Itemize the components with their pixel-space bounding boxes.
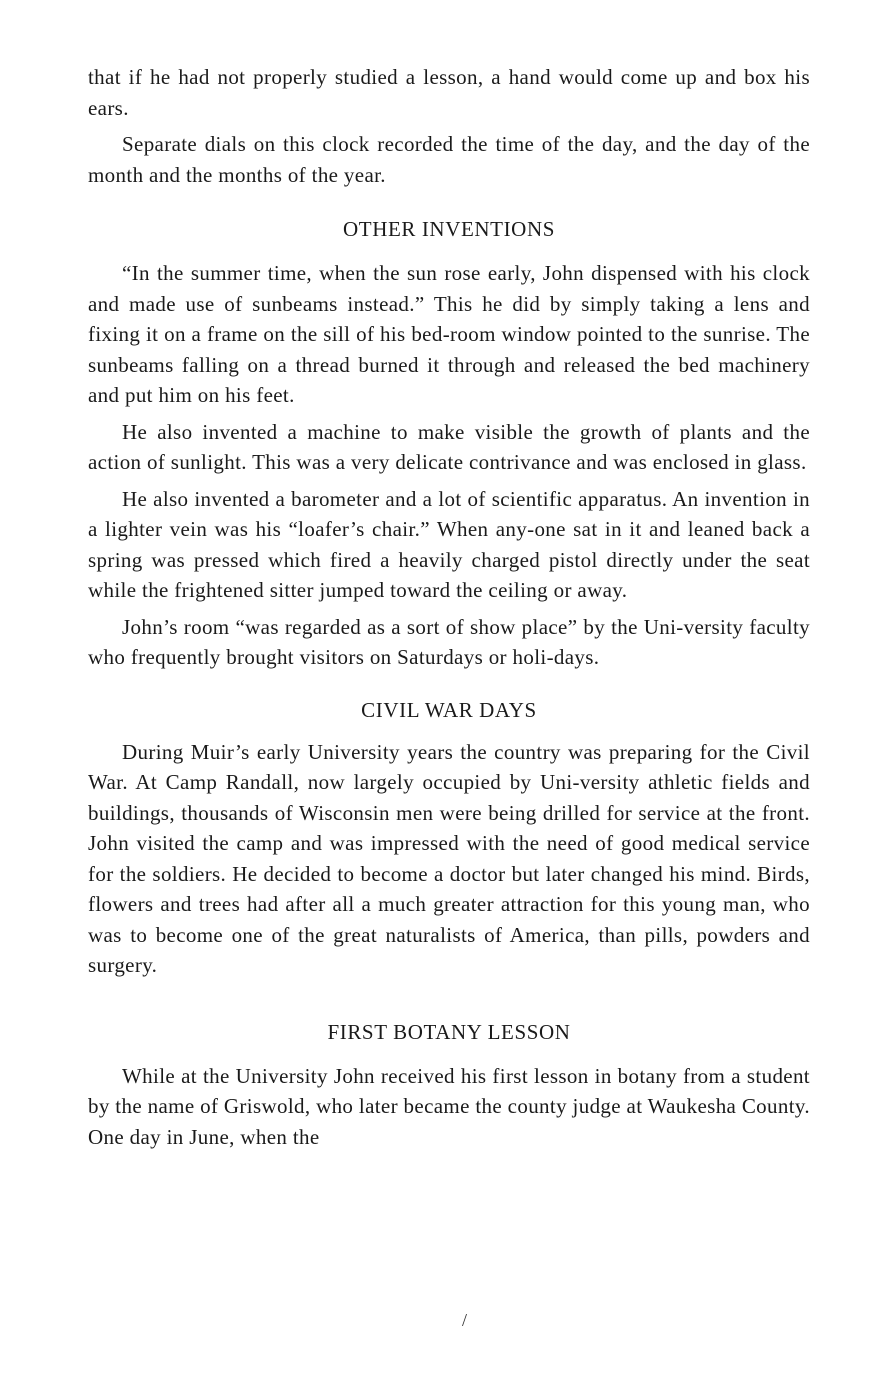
- paragraph-show-place: John’s room “was regarded as a sort of show place” by the Uni-versity faculty who frequently brought visitors on Saturdays or holi-days.: [88, 614, 810, 669]
- paragraph-sunbeams: “In the summer time, when the sun rose early, John dispensed with his clock and made use of sunbeams instead.” This he did by simply taking a lens and fixing it on a frame on the sill of his bed-room window pointed to the sunrise. The sunbeams falling on a thread burned it through and released the bed machinery and put him on his feet.: [88, 261, 810, 407]
- paragraph-box-ears: that if he had not properly studied a lesson, a hand would come up and box his ears.: [88, 65, 810, 120]
- footer-mark: /: [462, 1310, 468, 1330]
- heading-first-botany-lesson: FIRST BOTANY LESSON: [327, 1019, 571, 1044]
- heading-civil-war-days: CIVIL WAR DAYS: [361, 697, 537, 722]
- paragraph-botany-lesson: While at the University John received his first lesson in botany from a student by the name of Griswold, who later became the county judge at Waukesha County. One day in June, when the: [88, 1063, 810, 1149]
- heading-other-inventions: OTHER INVENTIONS: [343, 217, 555, 241]
- text-column: [88, 62, 810, 1158]
- paragraph-loafers-chair: He also invented a barometer and a lot of scientific apparatus. An invention in a lighter vein was his “loafer’s chair.” When any-one sat in it and leaned back a spring was pressed which fired a heavily charged pistol directly under the seat while the frightened sitter jumped toward the ceiling or away.: [88, 486, 810, 602]
- paragraph-civil-war: During Muir’s early University years the country was preparing for the Civil War. At Camp Randall, now largely occupied by Uni-versity athletic fields and buildings, thousands of Wisconsin men were being drilled for service at the front. John visited the camp and was impressed with the need of good medical service for the soldiers. He decided to become a doctor but later changed his mind. Birds, flowers and trees had after all a much greater attraction for this young man, who was to become one of the great naturalists of America, than pills, powders and surgery.: [88, 739, 810, 977]
- paragraph-plant-machine: He also invented a machine to make visible the growth of plants and the action of sunlight. This was a very delicate contrivance and was enclosed in glass.: [88, 419, 810, 474]
- paragraph-clock-dials: Separate dials on this clock recorded the time of the day, and the day of the month and the months of the year.: [88, 132, 810, 187]
